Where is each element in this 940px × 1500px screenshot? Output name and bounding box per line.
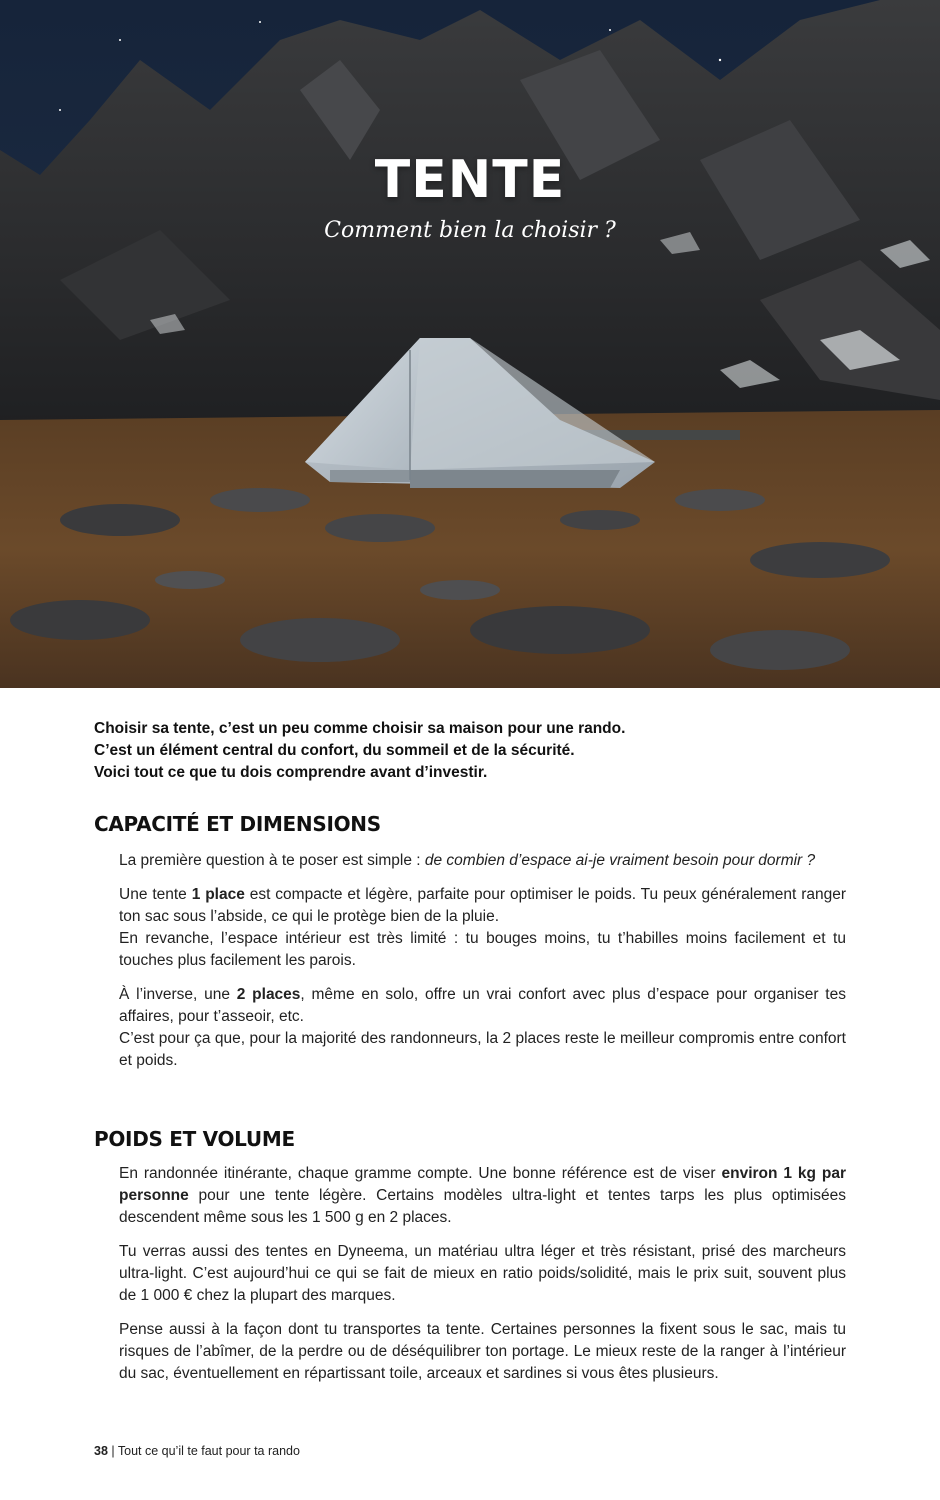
article-body	[94, 718, 847, 1382]
tent-mountain-photo	[0, 0, 940, 688]
intro-line: Voici tout ce que tu dois comprendre avant d’investir.	[94, 764, 488, 781]
text-run: La première question à te poser est simple :	[119, 852, 425, 869]
footer-separator: |	[107, 1444, 118, 1458]
paragraph: C’est pour ça que, pour la majorité des randonneurs, la 2 places reste le meilleur compromis entre confort et poids.	[119, 1030, 846, 1069]
paragraph	[119, 850, 846, 872]
page-footer	[94, 1444, 300, 1458]
text-run: Une tente	[119, 886, 192, 903]
text-run: est compacte et légère, parfaite pour optimiser le poids. Tu peux généralement ranger ton sac sous l’abside, ce qui le protège bien de la pluie.	[119, 886, 847, 925]
page-subtitle: Comment bien la choisir ?	[324, 218, 616, 243]
page-title: TENTE	[374, 150, 566, 210]
section-poids-body	[119, 1163, 846, 1385]
intro-paragraph	[94, 718, 846, 784]
section-heading-poids: POIDS ET VOLUME	[94, 1127, 295, 1151]
paragraph: Tu verras aussi des tentes en Dyneema, un matériau ultra léger et très résistant, prisé des marcheurs ultra-light. C’est aujourd’hui ce qui se fait de mieux en ratio poids/solidité, mais le prix suit, souvent plus de 1 000 € chez la plupart des marques.	[119, 1243, 846, 1304]
text-run: En randonnée itinérante, chaque gramme compte. Une bonne référence est de viser	[119, 1165, 722, 1182]
section-heading-capacite: CAPACITÉ ET DIMENSIONS	[94, 812, 381, 836]
intro-line: Choisir sa tente, c’est un peu comme choisir sa maison pour une rando.	[94, 720, 626, 737]
text-run: À l’inverse, une	[119, 986, 237, 1003]
paragraph	[119, 1163, 846, 1229]
paragraph: En revanche, l’espace intérieur est très limité : tu bouges moins, tu t’habilles moins facilement et tu touches plus facilement les parois.	[119, 930, 846, 969]
paragraph	[119, 884, 846, 928]
hero-image	[0, 0, 940, 688]
text-run: , même en solo, offre un vrai confort avec plus d’espace pour organiser tes affaires, pour t’asseoir, etc.	[119, 986, 846, 1025]
section-capacite-body	[119, 850, 846, 1072]
page-number: 38	[94, 1444, 108, 1458]
italic-question: de combien d’espace ai-je vraiment besoin pour dormir ?	[424, 852, 816, 869]
bold-text: environ 1 kg par personne	[119, 1165, 847, 1204]
paragraph: Pense aussi à la façon dont tu transportes ta tente. Certaines personnes la fixent sous le sac, mais tu risques de l’abîmer, de la perdre ou de déséquilibrer ton portage. Le mieux reste de la ranger à l’intérieur du sac, éventuellement en répartissant toile, arceaux et sardines si vous êtes plusieurs.	[119, 1321, 846, 1382]
text-run: pour une tente légère. Certains modèles ultra-light et tentes tarps les plus optimisées descendent même sous les 1 500 g en 2 places.	[119, 1187, 846, 1226]
paragraph	[119, 984, 846, 1028]
bold-text: 1 place	[191, 886, 245, 903]
footer-text: Tout ce qu’il te faut pour ta rando	[117, 1444, 300, 1458]
bold-text: 2 places	[236, 986, 301, 1003]
intro-line: C’est un élément central du confort, du sommeil et de la sécurité.	[94, 742, 575, 759]
